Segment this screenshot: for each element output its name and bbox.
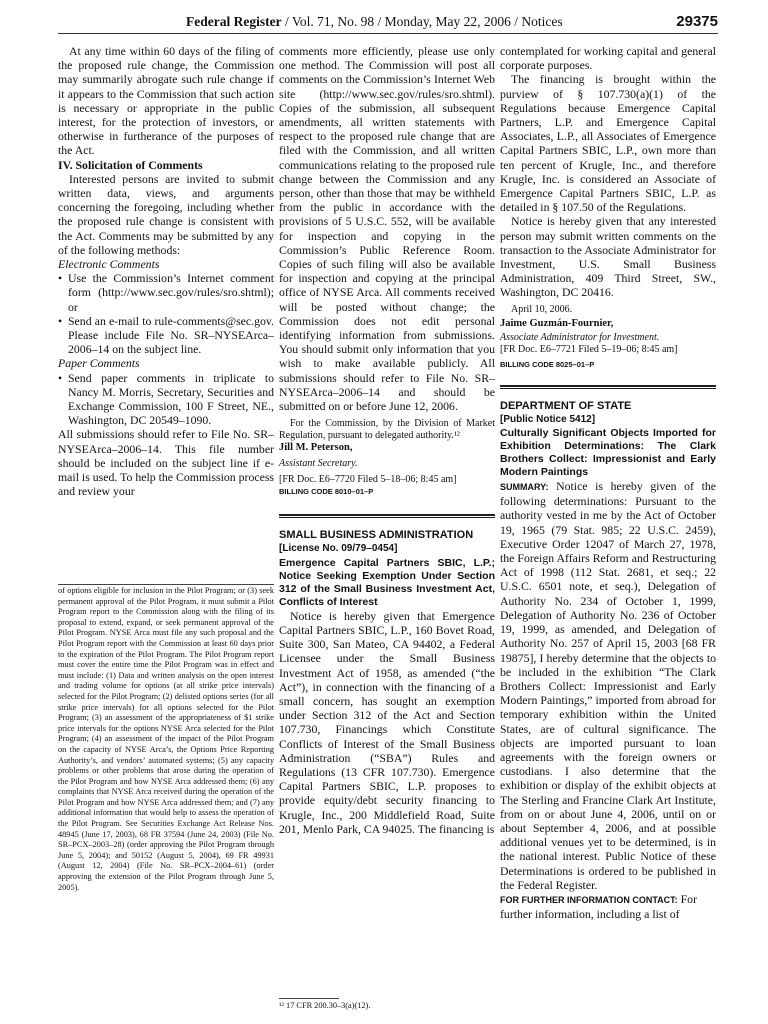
authority-line: For the Commission, by the Division of Market Regulation, pursuant to delegated authority.¹² bbox=[279, 418, 495, 442]
agency-heading: DEPARTMENT OF STATE bbox=[500, 399, 632, 412]
paragraph: At any time within 60 days of the filing of the proposed rule change, the Commission may summarily abrogate such rule change if it appears to the Commission that such action is necessary or appropriate in the public interest, for the protection of investors, or otherwise in furtherance of the purposes of the Act. bbox=[58, 44, 274, 158]
summary-label: SUMMARY: bbox=[500, 482, 549, 493]
signer-title: Assistant Secretary. bbox=[279, 458, 358, 470]
paragraph: The financing is brought within the purview of § 107.730(a)(1) of the Regulations because Emergence Capital Partners, L.P. and Emergence Capital Associates, L.P., all Associates of Emergence Capital Partners SBIC, L.P., own more than ten percent of Krugle, Inc., and therefore Krugle, Inc. is considered an Associate of Emergence Capital Partners SBIC, L.P. as detailed in § 107.50 of the Regulations. bbox=[500, 72, 716, 215]
signer-name: Jaime Guzmán-Fournier, bbox=[500, 317, 614, 329]
signer-title: Associate Administrator for Investment. bbox=[500, 331, 660, 343]
paragraph: contemplated for working capital and general corporate purposes. bbox=[500, 44, 716, 73]
section-heading: IV. Solicitation of Comments bbox=[58, 157, 203, 172]
paragraph: All submissions should refer to File No. SR–NYSEArca–2006–14. This file number should be included on the subject line if e-mail is used. To help the Commission process and review your bbox=[58, 427, 274, 499]
paragraph: comments more efficiently, please use only one method. The Commission will post all comments on the Commission’s Internet Web site (http://www.sec.gov/rules/sro.shtml). Copies of the submission, all subsequent amendments, all written statements with respect to the proposed rule change that are filed with the Commission, and all written communications relating to the proposed rule change between the Commission and any person, other than those that may be withheld from the public in accordance with the provisions of 5 U.S.C. 552, will be available for inspection and copying in the Commission’s Public Reference Room. Copies of such filing will also be available for inspection and copying at the principal office of NYSE Arca. All comments received will be posted without change; the Commission does not edit personal identifying information from submissions. You should submit only information that you wish to make available publicly. All submissions should refer to File No. SR–NYSEArca–2006–14 and should be submitted on or before June 12, 2006. bbox=[279, 44, 495, 414]
contact-label: FOR FURTHER INFORMATION CONTACT: bbox=[500, 894, 678, 905]
signature-date: April 10, 2006. bbox=[511, 303, 573, 315]
fr-doc-line: [FR Doc. E6–7720 Filed 5–18–06; 8:45 am] bbox=[279, 474, 457, 486]
separator bbox=[279, 517, 495, 518]
bullet-item: • Send paper comments in triplicate to Nancy M. Morris, Secretary, Securities and Exchange Commission, 100 F Street, NE., Washington, DC 20549–1090. bbox=[58, 371, 274, 428]
header-rule bbox=[58, 33, 718, 34]
subheading-paper: Paper Comments bbox=[58, 356, 140, 371]
publication-name: Federal Register bbox=[186, 14, 282, 29]
signature-block bbox=[279, 418, 495, 498]
subheading-electronic: Electronic Comments bbox=[58, 257, 160, 272]
paragraph: Notice is hereby given that Emergence Capital Partners SBIC, L.P., 160 Bovet Road, Suite 300, San Mateo, CA 94402, a Federal Licensee under the Small Business Investment Act of 1958, as amended (“the Act”), in connection with the financing of a small concern, has sought an exemption under Section 312 of the Act and Section 107.730, Financings which Constitute Conflicts of Interest of the Small Business Administration (“SBA”) Rules and Regulations (13 CFR 107.730). Emergence Capital Partners SBIC, L.P. proposes to provide equity/debt security financing to Krugle, Inc., 200 Middlefield Road, Suite 201, Menlo Park, CA 94025. The financing is bbox=[279, 608, 495, 836]
license-number: [License No. 09/79–0454] bbox=[279, 543, 398, 555]
fr-doc-line: [FR Doc. E6–7721 Filed 5–19–06; 8:45 am] bbox=[500, 343, 678, 355]
contact-paragraph bbox=[500, 892, 716, 921]
public-notice-number: [Public Notice 5412] bbox=[500, 413, 596, 425]
separator bbox=[500, 388, 716, 389]
page-header bbox=[58, 12, 718, 34]
billing-code: BILLING CODE 8010–01–P bbox=[279, 487, 374, 497]
bullet-item: • Send an e-mail to rule-comments@sec.gov. Please include File No. SR–NYSEArca–2006–14 on the subject line. bbox=[58, 314, 274, 357]
header-citation bbox=[186, 14, 563, 30]
footnote-rule bbox=[279, 998, 339, 999]
footnote-continued: of options eligible for inclusion in the Pilot Program; or (3) seek permanent approval of the Pilot Program, it must submit a Pilot Program report to the Commission along with the filing of its proposal to extend, expand, or seek permanent approval of the Pilot Program. NYSE Arca must file any such proposal and the Pilot Program report with the Commission at least 60 days prior to the expiration of the Pilot Program. The Pilot Program report must cover the entire time the Pilot Program was in effect and must include: (1) Data and written analysis on the open interest and trading volume for options (at all strike price intervals) selected for the Pilot Program; (2) delisted options series (for all strike price intervals) for all options selected for the Pilot Program; (3) an assessment of the appropriateness of $1 strike price intervals for the options NYSE Arca selected for the Pilot Program; (4) an assessment of the impact of the Pilot Program on the capacity of NYSE Arca’s, the Options Price Reporting Authority’s, and vendors’ automated systems; (5) any capacity problems or other problems that arose during the operation of the Pilot Program and how NYSE Arca addressed them; (6) any complaints that NYSE Arca received during the operation of the Pilot Program and how NYSE Arca addressed them; and (7) any additional information that would help to assess the operation of the Pilot Program. See Securities Exchange Act Release Nos. 48945 (June 17, 2003), 68 FR 37594 (June 24, 2003) (File No. SR–PCX–2003–28) (order approving the Pilot Program through June 5, 2004); and 50152 (August 5, 2004), 69 FR 49931 (August 12, 2004) (File No. SR–PCX–2004–61) (order approving the extension of the Pilot Program through June 5, 2005). bbox=[58, 586, 274, 892]
column-2 bbox=[279, 44, 495, 836]
footnote-12 bbox=[279, 998, 495, 1012]
separator bbox=[279, 514, 495, 516]
billing-code: BILLING CODE 8025–01–P bbox=[500, 359, 595, 369]
agency-heading: SMALL BUSINESS ADMINISTRATION bbox=[279, 529, 474, 542]
column-1 bbox=[58, 44, 274, 499]
paragraph: Notice is hereby given that any interested person may submit written comments on the transaction to the Associate Administrator for Investment, U.S. Small Business Administration, 409 Third Street, SW., Washington, DC 20416. bbox=[500, 214, 716, 300]
summary-text: Notice is hereby given of the following determinations: Pursuant to the authority vested in me by the Act of October 19, 1965 (79 Stat. 985; 22 U.S.C. 2459), Executive Order 12047 of March 27, 1978, the Foreign Affairs Reform and Restructuring Act of 1998 (112 Stat. 2681, et seq.; 22 U.S.C. 6501 note, et seq.), Delegation of Authority No. 234 of October 1, 1999, Delegation of Authority No. 236 of October 19, 1999, as amended, and Delegation of Authority No. 257 of April 15, 2003 [68 FR 19875], I hereby determine that the objects to be included in the exhibition “The Clark Brothers Collect: Impressionist and Early Modern Paintings,” imported from abroad for temporary exhibition within the United States, are of cultural significance. The objects are imported pursuant to loan agreements with the foreign owners or custodians. I also determine that the exhibition or display of the exhibit objects at The Sterling and Francine Clark Art Institute, from on or about June 4, 2006, until on or about September 4, 2006, and at possible additional venues yet to be determined, is in the national interest. Public Notice of these Determinations is ordered to be published in the Federal Register. bbox=[500, 479, 716, 892]
column-3 bbox=[500, 44, 716, 921]
bullet-item: • Use the Commission’s Internet comment form (http://www.sec.gov/rules/sro.shtml); or bbox=[58, 271, 274, 314]
notice-subject: Emergence Capital Partners SBIC, L.P.; Notice Seeking Exemption Under Section 312 of the Small Business Investment Act, Conflicts of Interest bbox=[279, 556, 495, 608]
footnote-text: ¹² 17 CFR 200.30–3(a)(12). bbox=[279, 1001, 371, 1010]
summary-paragraph bbox=[500, 479, 716, 892]
separator bbox=[500, 385, 716, 387]
notice-subject: Culturally Significant Objects Imported for Exhibition Determinations: The Clark Brothers Collect: Impressionist and Early Modern Paintings bbox=[500, 427, 716, 479]
signature-block bbox=[500, 304, 716, 371]
signer-name: Jill M. Peterson, bbox=[279, 442, 353, 454]
page-number: 29375 bbox=[676, 13, 718, 30]
contact-text: For further information, including a list of bbox=[500, 891, 697, 922]
issue-info: / Vol. 71, No. 98 / Monday, May 22, 2006 / Notices bbox=[281, 14, 563, 29]
paragraph: Interested persons are invited to submit written data, views, and arguments concerning the foregoing, including whether the proposed rule change is consistent with the Act. Comments may be submitted by any of the following methods: bbox=[58, 171, 274, 257]
